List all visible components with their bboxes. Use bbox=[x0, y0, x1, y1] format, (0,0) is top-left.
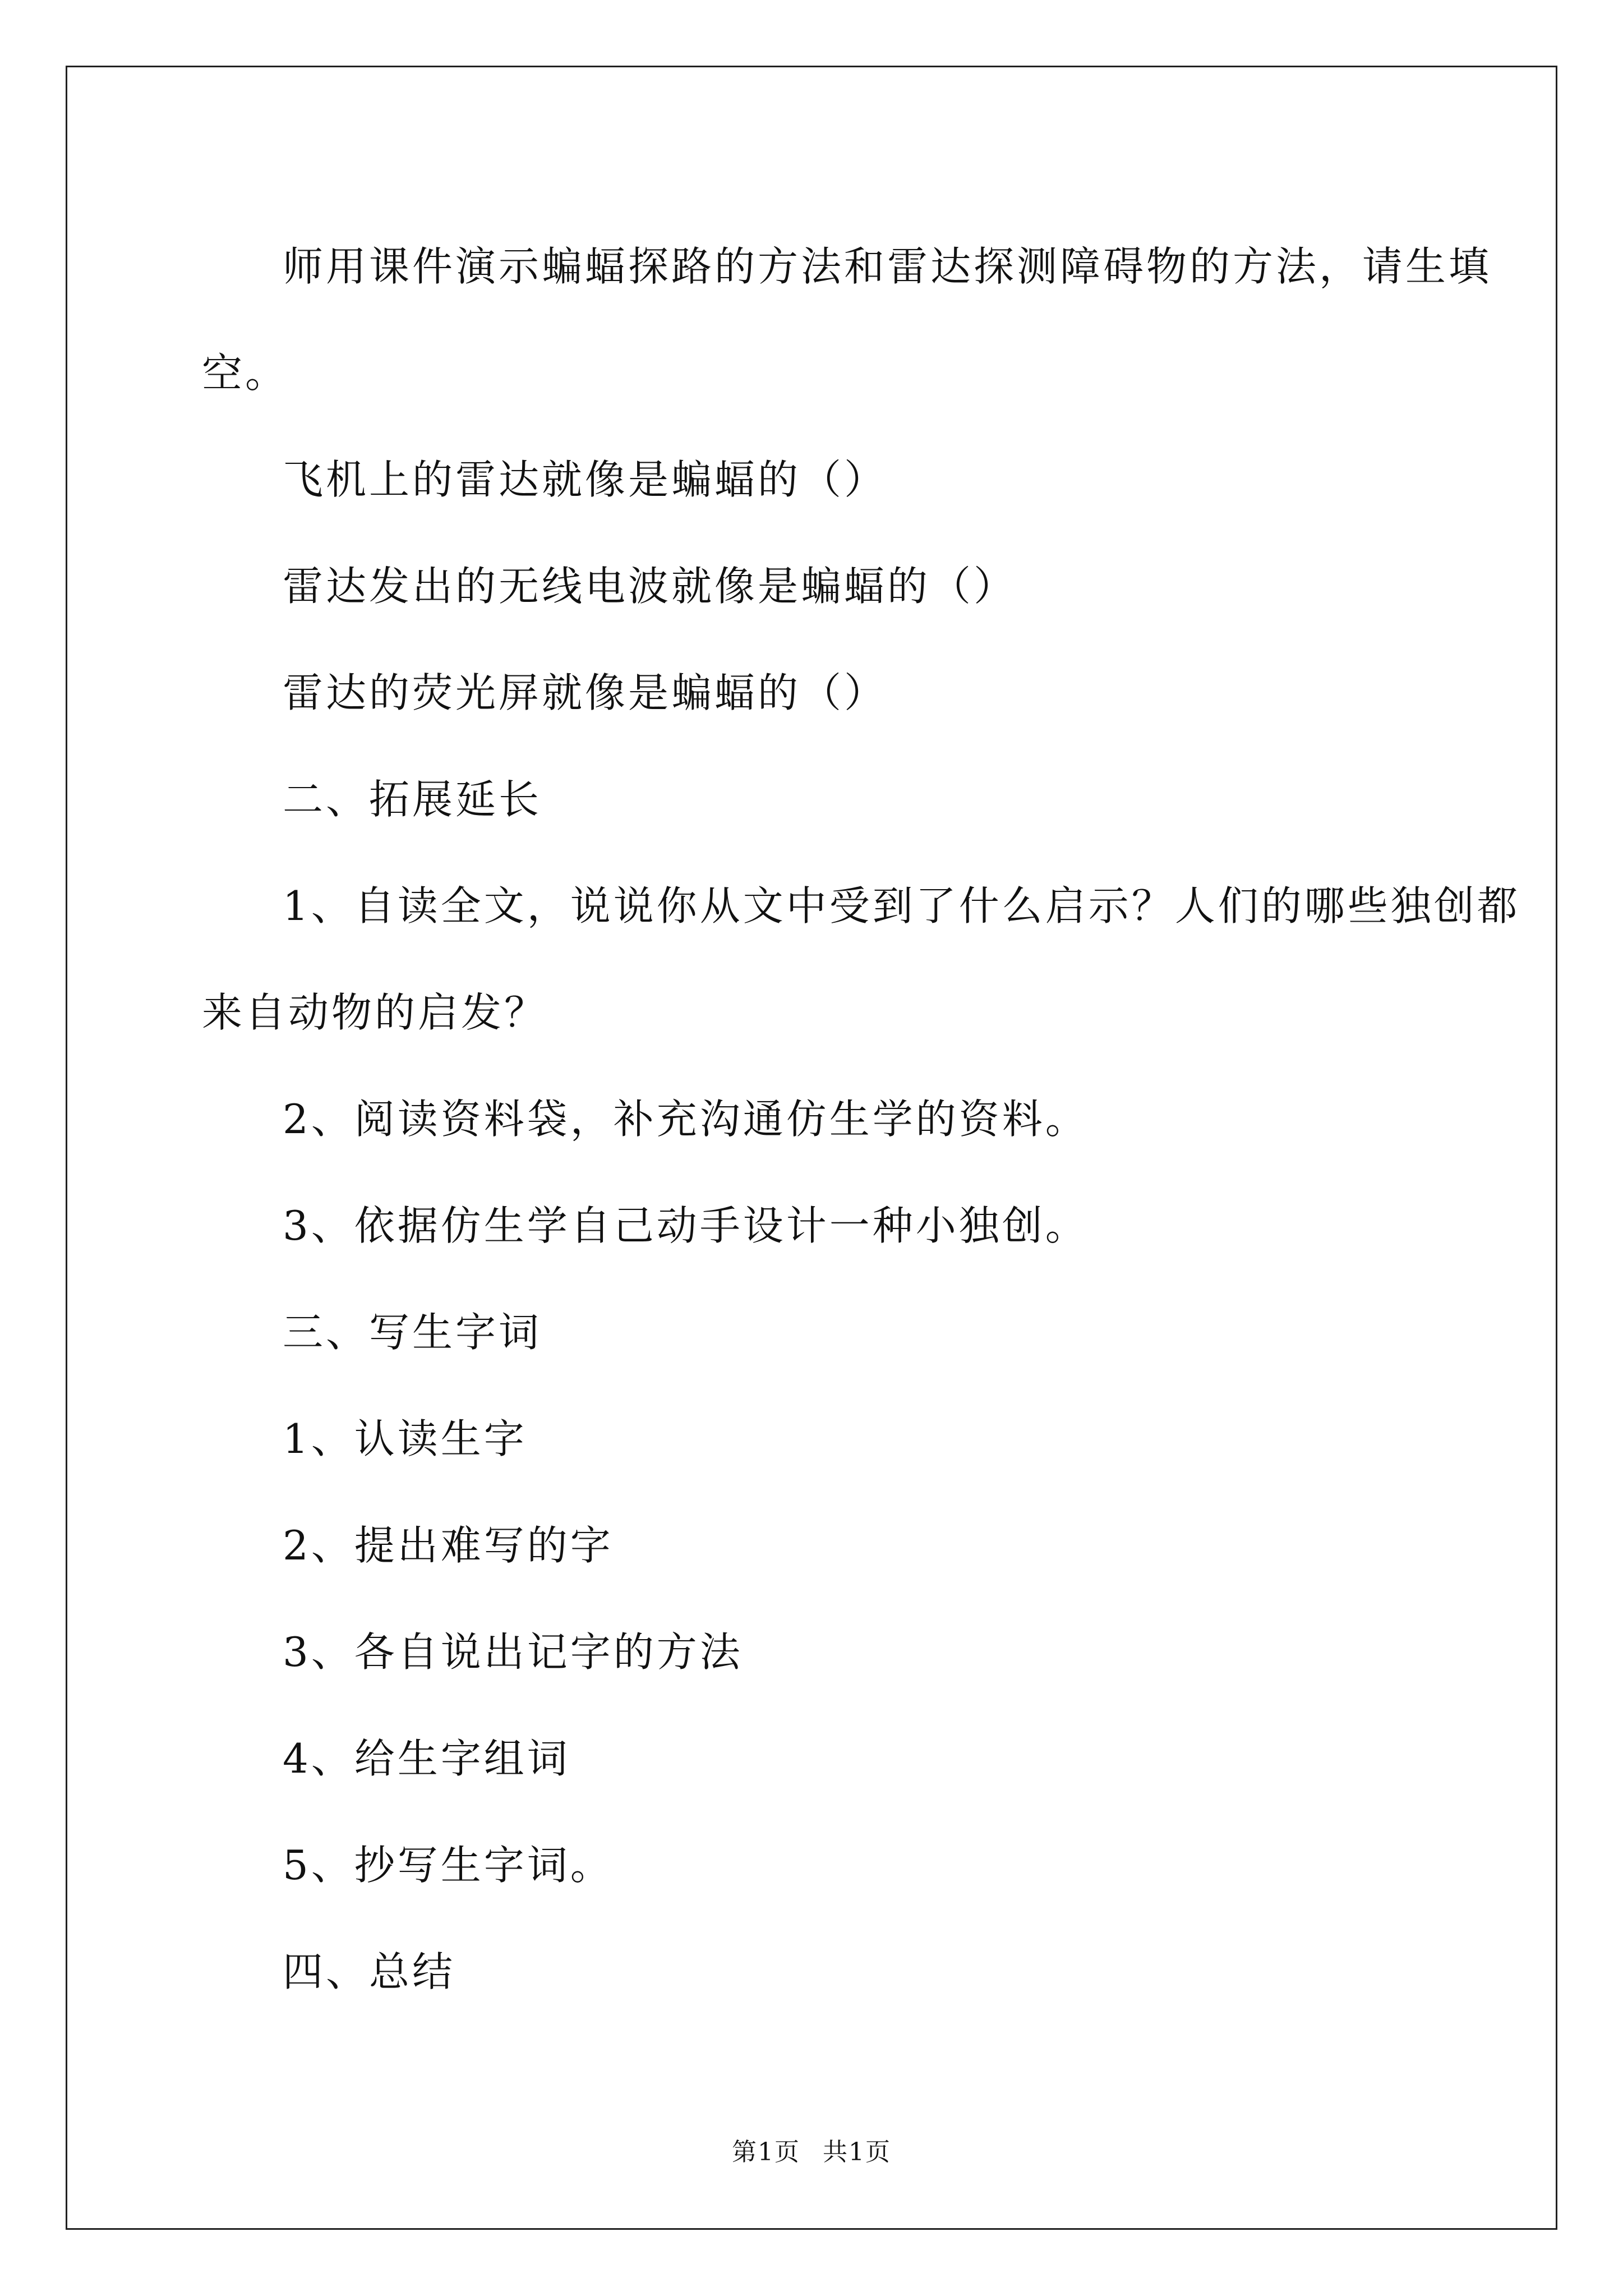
section-heading: 三、写生字词 bbox=[283, 1309, 542, 1356]
page-number: 第1页 bbox=[732, 2138, 800, 2166]
text-line: 来自动物的启发？ bbox=[202, 989, 548, 1036]
text-line: 3、依据仿生学自己动手设计一种小独创。 bbox=[283, 1202, 1089, 1249]
text-line: 空。 bbox=[202, 349, 289, 397]
page-footer bbox=[0, 2132, 1623, 2168]
text-line: 飞机上的雷达就像是蝙蝠的（） bbox=[283, 456, 888, 503]
text-line: 雷达的荧光屏就像是蝙蝠的（） bbox=[283, 669, 888, 716]
list-item: 4、给生字组词 bbox=[283, 1735, 570, 1782]
document-body bbox=[202, 213, 1520, 2025]
section-heading: 二、拓展延长 bbox=[283, 776, 542, 823]
list-item: 3、各自说出记字的方法 bbox=[283, 1628, 743, 1676]
text-line: 2、阅读资料袋，补充沟通仿生学的资料。 bbox=[283, 1096, 1089, 1143]
section-heading: 四、总结 bbox=[283, 1948, 456, 1995]
list-item: 2、提出难写的字 bbox=[283, 1522, 614, 1569]
text-line: 1、自读全文，说说你从文中受到了什么启示？人们的哪些独创都 bbox=[283, 882, 1520, 930]
text-line: 雷达发出的无线电波就像是蝙蝠的（） bbox=[283, 563, 1017, 610]
text-line: 师用课件演示蝙蝠探路的方法和雷达探测障碍物的方法，请生填 bbox=[283, 243, 1492, 290]
list-item: 1、认读生字 bbox=[283, 1415, 527, 1462]
page-total: 共1页 bbox=[823, 2138, 891, 2166]
list-item: 5、抄写生字词。 bbox=[283, 1842, 614, 1889]
